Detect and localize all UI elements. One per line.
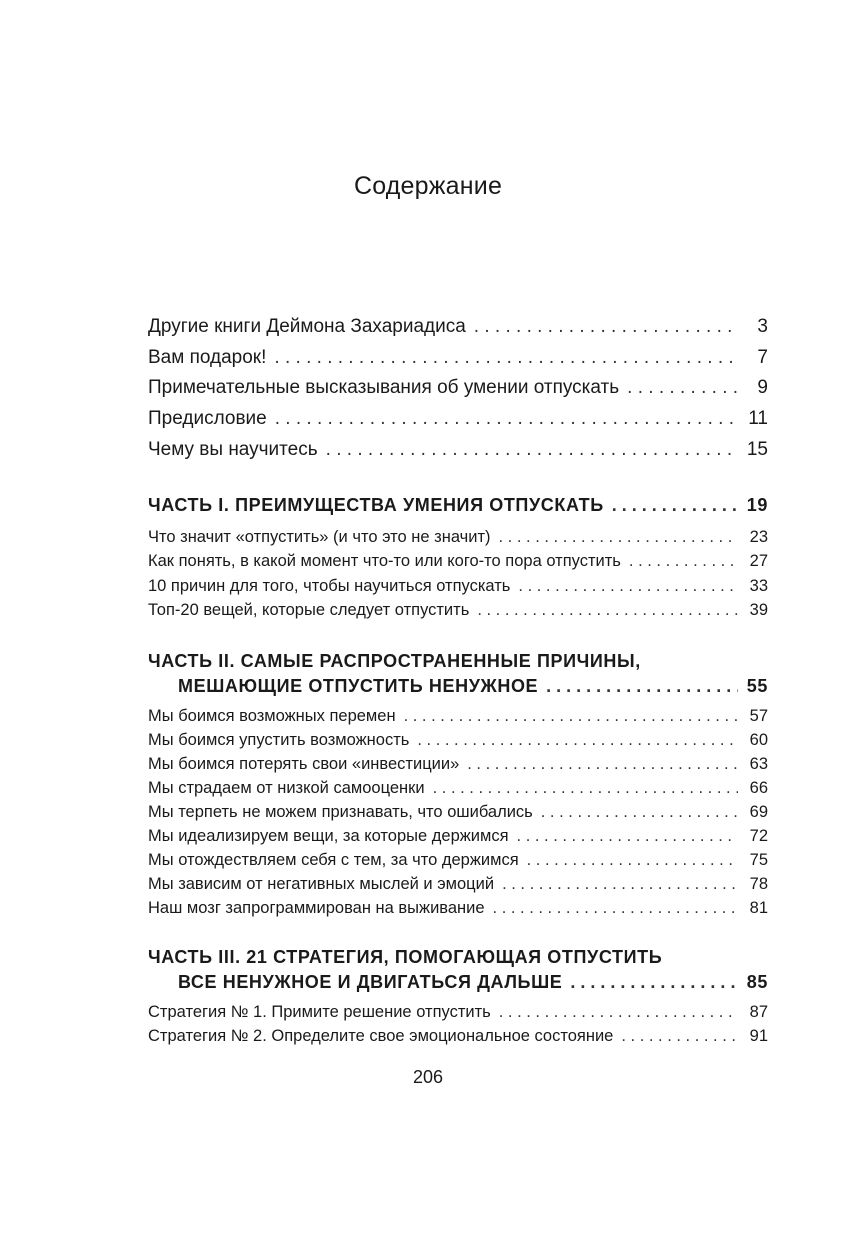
- entry-page: 23: [749, 528, 768, 546]
- entry-page: 72: [749, 827, 768, 845]
- toc-entry: [148, 408, 768, 434]
- dot-leader: [474, 316, 738, 338]
- part-title: ЧАСТЬ I. ПРЕИМУЩЕСТВА УМЕНИЯ ОТПУСКАТЬ: [148, 495, 604, 515]
- part-title-line2: ВСЕ НЕНУЖНОЕ И ДВИГАТЬСЯ ДАЛЬШЕ: [178, 972, 563, 992]
- entry-title: 10 причин для того, чтобы научиться отпускать: [148, 577, 511, 595]
- entry-title: Топ-20 вещей, которые следует отпустить: [148, 601, 470, 619]
- entry-title: Что значит «отпустить» (и что это не значит): [148, 528, 491, 546]
- entry-page: 57: [749, 707, 768, 725]
- dot-leader: [326, 439, 738, 461]
- table-of-contents: [148, 0, 768, 1240]
- toc-entry: [148, 316, 768, 342]
- entry-page: 69: [749, 803, 768, 821]
- toc-entry: [148, 347, 768, 373]
- toc-entry: [148, 827, 768, 849]
- dot-leader: [629, 552, 738, 571]
- entry-page: 87: [749, 1003, 768, 1021]
- dot-leader: [404, 707, 738, 726]
- entry-title: Примечательные высказывания об умении отпускать: [148, 377, 620, 398]
- entry-page: 39: [749, 601, 768, 619]
- entry-page: 27: [749, 552, 768, 570]
- dot-leader: [275, 408, 738, 430]
- toc-entry: [148, 601, 768, 623]
- entry-page: 15: [746, 439, 768, 460]
- dot-leader: [612, 495, 738, 516]
- entry-title: Мы отождествляем себя с тем, за что держимся: [148, 851, 519, 869]
- dot-leader: [570, 972, 738, 993]
- dot-leader: [541, 803, 738, 822]
- toc-entry: [148, 875, 768, 897]
- entry-page: 11: [748, 408, 768, 429]
- entry-page: 75: [749, 851, 768, 869]
- page-title: Содержание: [353, 172, 503, 200]
- dot-leader: [467, 755, 738, 774]
- part-heading: [148, 676, 768, 702]
- toc-entry: [148, 899, 768, 921]
- entry-page: 9: [757, 377, 768, 398]
- dot-leader: [546, 676, 738, 697]
- entry-title: Мы идеализируем вещи, за которые держимся: [148, 827, 509, 845]
- entry-title: Стратегия № 1. Примите решение отпустить: [148, 1003, 491, 1021]
- dot-leader: [517, 827, 738, 846]
- dot-leader: [518, 577, 738, 596]
- dot-leader: [527, 851, 738, 870]
- entry-title: Наш мозг запрограммирован на выживание: [148, 899, 485, 917]
- entry-title: Мы терпеть не можем признавать, что ошибались: [148, 803, 533, 821]
- toc-entry: [148, 439, 768, 465]
- entry-title: Мы страдаем от низкой самооценки: [148, 779, 425, 797]
- dot-leader: [477, 601, 738, 620]
- entry-page: 81: [749, 899, 768, 917]
- toc-entry: [148, 528, 768, 550]
- entry-title: Мы боимся упустить возможность: [148, 731, 410, 749]
- entry-title: Мы боимся потерять свои «инвестиции»: [148, 755, 460, 773]
- toc-entry: [148, 577, 768, 599]
- entry-title: Другие книги Деймона Захариадиса: [148, 316, 466, 337]
- entry-title: Чему вы научитесь: [148, 439, 318, 460]
- toc-entry: [148, 707, 768, 729]
- part-page: 19: [746, 495, 768, 515]
- entry-title: Мы боимся возможных перемен: [148, 707, 396, 725]
- entry-page: 60: [749, 731, 768, 749]
- toc-entry: [148, 851, 768, 873]
- entry-title: Как понять, в какой момент что-то или кого-то пора отпустить: [148, 552, 621, 570]
- toc-entry: [148, 552, 768, 574]
- entry-title: Стратегия № 2. Определите свое эмоциональное состояние: [148, 1027, 614, 1045]
- entry-page: 78: [749, 875, 768, 893]
- part-title-line2: МЕШАЮЩИЕ ОТПУСТИТЬ НЕНУЖНОЕ: [178, 676, 539, 696]
- toc-entry: [148, 1027, 768, 1049]
- entry-page: 7: [757, 347, 768, 368]
- entry-page: 63: [749, 755, 768, 773]
- dot-leader: [621, 1027, 738, 1046]
- entry-page: 91: [749, 1027, 768, 1045]
- dot-leader: [274, 347, 738, 369]
- entry-title: Предисловие: [148, 408, 267, 429]
- part-page: 85: [746, 972, 768, 992]
- entry-page: 3: [757, 316, 768, 337]
- toc-entry: [148, 1003, 768, 1025]
- dot-leader: [502, 875, 738, 894]
- dot-leader: [499, 528, 738, 547]
- part-title-line1: ЧАСТЬ III. 21 СТРАТЕГИЯ, ПОМОГАЮЩАЯ ОТПУСТИТЬ: [148, 947, 663, 967]
- entry-title: Вам подарок!: [148, 347, 267, 368]
- dot-leader: [417, 731, 738, 750]
- toc-entry: [148, 377, 768, 403]
- part-heading: [148, 495, 768, 521]
- entry-title: Мы зависим от негативных мыслей и эмоций: [148, 875, 495, 893]
- toc-entry: [148, 731, 768, 753]
- page-number: 206: [412, 1067, 444, 1087]
- dot-leader: [627, 377, 738, 399]
- dot-leader: [499, 1003, 738, 1022]
- part-heading: [148, 972, 768, 998]
- toc-entry: [148, 755, 768, 777]
- dot-leader: [433, 779, 738, 798]
- part-title-line1: ЧАСТЬ II. САМЫЕ РАСПРОСТРАНЕННЫЕ ПРИЧИНЫ,: [148, 651, 641, 671]
- part-page: 55: [746, 676, 768, 696]
- toc-entry: [148, 779, 768, 801]
- entry-page: 66: [749, 779, 768, 797]
- dot-leader: [493, 899, 738, 918]
- entry-page: 33: [749, 577, 768, 595]
- toc-entry: [148, 803, 768, 825]
